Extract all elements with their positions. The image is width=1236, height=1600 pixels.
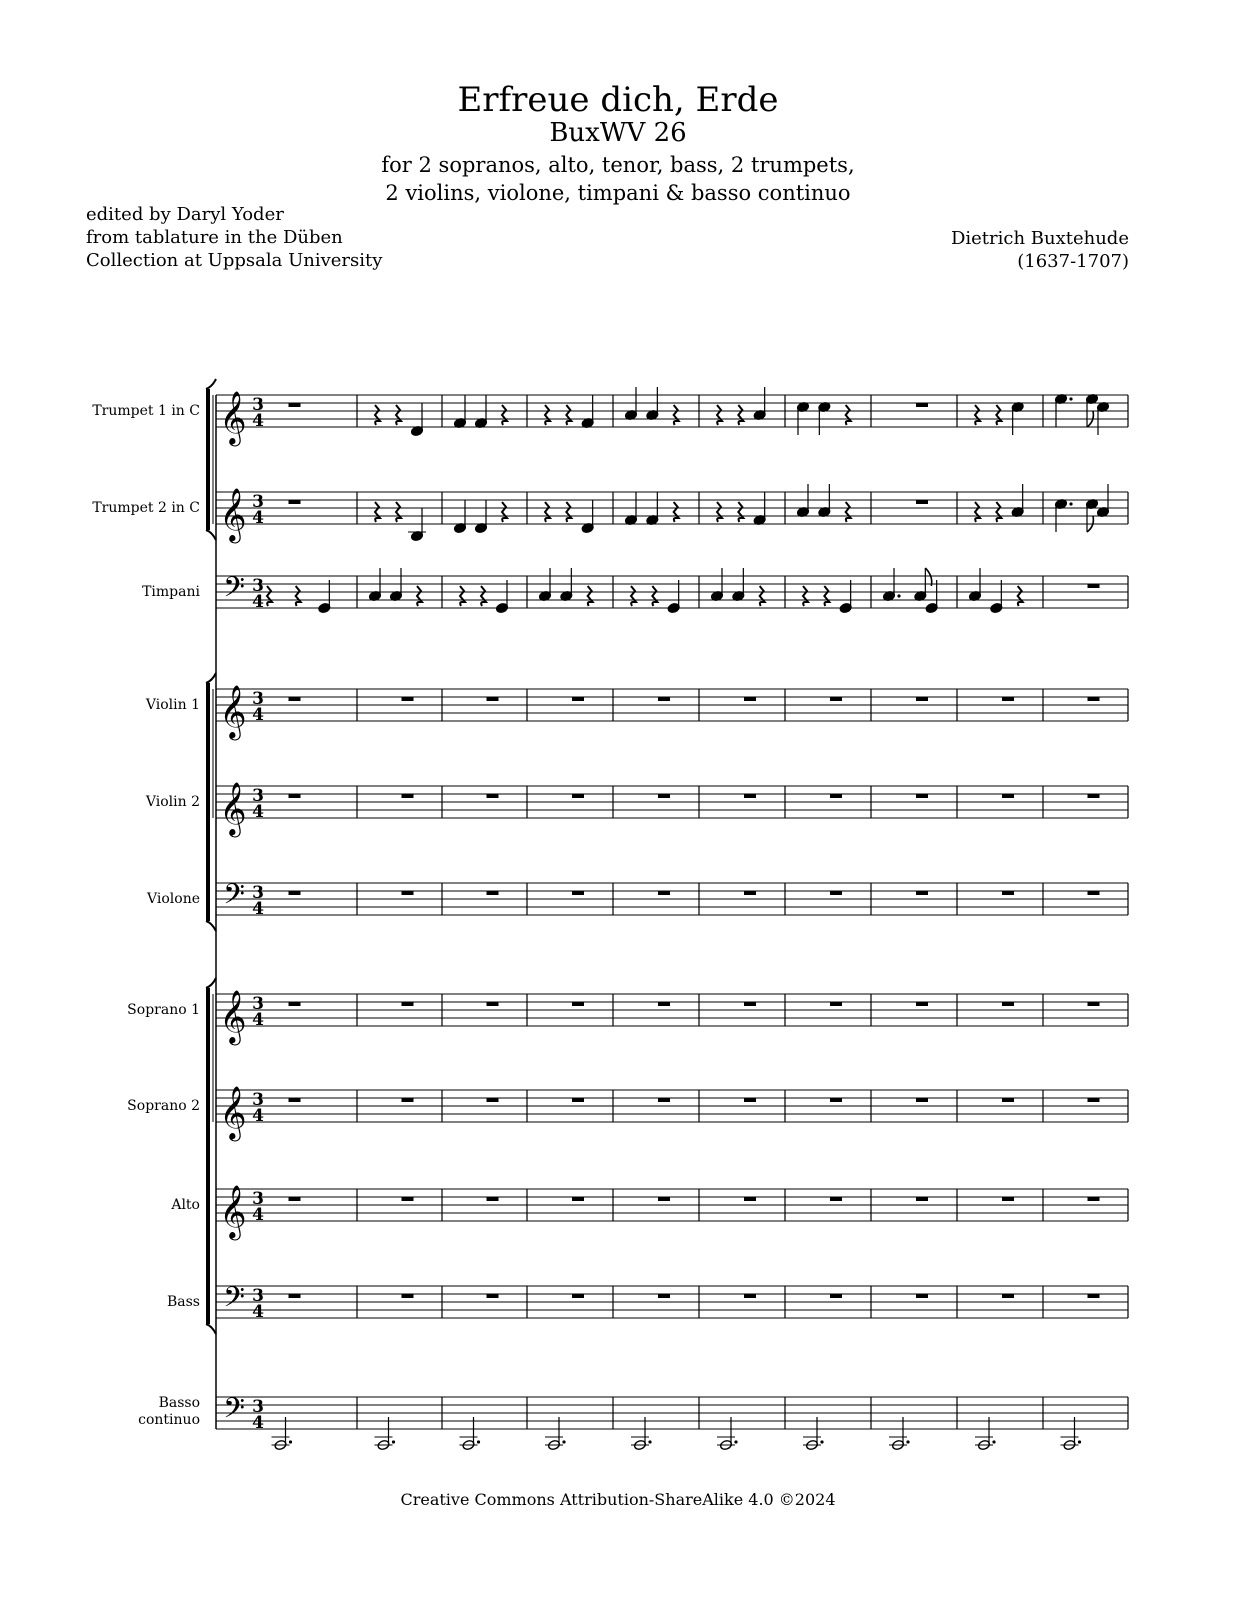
whole-rest	[658, 891, 670, 895]
quarter-rest	[502, 405, 507, 425]
bass-clef-icon: 𝄢	[223, 878, 245, 918]
license-footer: Creative Commons Attribution-ShareAlike 4.0 ©2024	[400, 1490, 836, 1509]
quarter-rest	[481, 586, 486, 606]
quarter-rest	[717, 405, 722, 425]
quarter-rest	[545, 405, 550, 425]
time-signature-top: 3	[252, 1286, 264, 1306]
quarter-rest	[975, 502, 980, 522]
quarter-rest	[996, 405, 1001, 425]
time-signature-bottom: 4	[252, 705, 264, 725]
note-dot	[1069, 502, 1072, 505]
treble-clef-icon: 𝄞	[219, 1085, 247, 1139]
quarter-rest	[631, 586, 636, 606]
whole-rest	[487, 1197, 499, 1201]
basso-label-line-1: Basso	[158, 1395, 200, 1411]
whole-rest	[830, 1002, 842, 1006]
whole-rest	[487, 697, 499, 701]
quarter-rest	[267, 586, 272, 606]
staff-label-soprano-1: Soprano 1	[127, 1002, 200, 1018]
whole-rest	[1088, 1098, 1100, 1102]
whole-rest	[1002, 697, 1014, 701]
whole-rest	[1002, 1098, 1014, 1102]
quarter-rest	[975, 405, 980, 425]
treble-clef-icon: 𝄞	[219, 989, 247, 1043]
quarter-rest	[760, 586, 765, 606]
time-signature-bottom: 4	[252, 899, 264, 919]
whole-rest	[1088, 697, 1100, 701]
quarter-rest	[460, 586, 465, 606]
note-dot	[648, 1440, 651, 1443]
whole-rest	[289, 1294, 301, 1298]
time-signature-bottom: 4	[252, 1302, 264, 1322]
note-dot	[1078, 1440, 1081, 1443]
time-signature-bottom: 4	[252, 411, 264, 431]
basso-label-line-2: continuo	[138, 1412, 200, 1428]
quarter-rest	[566, 502, 571, 522]
quarter-rest	[545, 502, 550, 522]
whole-rest	[572, 794, 584, 798]
whole-rest	[402, 891, 414, 895]
whole-rest	[658, 1098, 670, 1102]
whole-rest	[289, 891, 301, 895]
whole-rest	[487, 891, 499, 895]
time-signature-top: 3	[252, 689, 264, 709]
whole-rest	[289, 1098, 301, 1102]
time-signature-top: 3	[252, 395, 264, 415]
whole-rest	[289, 500, 301, 504]
time-signature-top: 3	[252, 994, 264, 1014]
time-signature-bottom: 4	[252, 1106, 264, 1126]
quarter-rest	[588, 586, 593, 606]
quarter-rest	[396, 502, 401, 522]
note-dot	[734, 1440, 737, 1443]
whole-rest	[830, 891, 842, 895]
staff-label-alto: Alto	[171, 1197, 200, 1213]
whole-rest	[916, 1294, 928, 1298]
composer-dates: (1637-1707)	[1017, 251, 1129, 272]
treble-clef-icon: 𝄞	[219, 1184, 247, 1238]
whole-rest	[1002, 1002, 1014, 1006]
staff-label-timpani: Timpani	[142, 584, 200, 600]
whole-rest	[916, 1098, 928, 1102]
whole-rest	[289, 794, 301, 798]
whole-rest	[1088, 891, 1100, 895]
whole-rest	[402, 697, 414, 701]
whole-rest	[1002, 1197, 1014, 1201]
whole-rest	[658, 697, 670, 701]
note-dot	[992, 1440, 995, 1443]
quarter-rest	[502, 502, 507, 522]
quarter-rest	[375, 502, 380, 522]
quarter-rest	[566, 405, 571, 425]
note-dot	[562, 1440, 565, 1443]
bass-clef-icon: 𝄢	[223, 1281, 245, 1321]
whole-rest	[572, 1197, 584, 1201]
note-dot	[906, 1440, 909, 1443]
time-signature-bottom: 4	[252, 1413, 264, 1433]
quarter-rest	[375, 405, 380, 425]
bass-clef-icon: 𝄢	[223, 1392, 245, 1432]
instrumentation-line-2: 2 violins, violone, timpani & basso continuo	[385, 181, 851, 205]
quarter-rest	[996, 502, 1001, 522]
whole-rest	[487, 1098, 499, 1102]
time-signature-top: 3	[252, 1090, 264, 1110]
whole-rest	[487, 1002, 499, 1006]
staff-label-bass: Bass	[166, 1294, 200, 1310]
quarter-rest	[717, 502, 722, 522]
quarter-rest	[824, 586, 829, 606]
whole-rest	[1088, 794, 1100, 798]
whole-rest	[744, 697, 756, 701]
note-flag	[925, 568, 931, 586]
time-signature-bottom: 4	[252, 508, 264, 528]
whole-rest	[1088, 584, 1100, 588]
whole-rest	[289, 1197, 301, 1201]
bracket-trumpets-bottom	[206, 530, 216, 540]
whole-rest	[1088, 1002, 1100, 1006]
time-signature-top: 3	[252, 883, 264, 903]
whole-rest	[916, 1002, 928, 1006]
editor-line-1: edited by Daryl Yoder	[86, 204, 284, 225]
treble-clef-icon: 𝄞	[219, 781, 247, 835]
whole-rest	[916, 891, 928, 895]
bass-clef-icon: 𝄢	[223, 571, 245, 611]
quarter-rest	[738, 502, 743, 522]
time-signature-bottom: 4	[252, 1010, 264, 1030]
whole-rest	[487, 794, 499, 798]
whole-rest	[402, 1098, 414, 1102]
quarter-rest	[417, 586, 422, 606]
treble-clef-icon: 𝄞	[219, 390, 247, 444]
whole-rest	[830, 697, 842, 701]
whole-rest	[658, 1002, 670, 1006]
whole-rest	[487, 1294, 499, 1298]
whole-rest	[572, 1098, 584, 1102]
time-signature-top: 3	[252, 1189, 264, 1209]
quarter-rest	[674, 502, 679, 522]
whole-rest	[402, 1294, 414, 1298]
quarter-rest	[652, 586, 657, 606]
whole-rest	[916, 794, 928, 798]
quarter-rest	[674, 405, 679, 425]
whole-rest	[744, 1197, 756, 1201]
instrumentation-line-1: for 2 sopranos, alto, tenor, bass, 2 trumpets,	[381, 153, 855, 177]
time-signature-top: 3	[252, 1397, 264, 1417]
quarter-rest	[846, 405, 851, 425]
whole-rest	[916, 500, 928, 504]
whole-rest	[916, 1197, 928, 1201]
whole-rest	[572, 891, 584, 895]
quarter-rest	[296, 586, 301, 606]
whole-rest	[289, 697, 301, 701]
whole-rest	[744, 794, 756, 798]
whole-rest	[402, 1197, 414, 1201]
whole-rest	[830, 1197, 842, 1201]
bracket-voices-top	[206, 978, 216, 988]
bracket-trumpets-top	[206, 379, 216, 389]
whole-rest	[1088, 1294, 1100, 1298]
piece-title: Erfreue dich, Erde	[457, 80, 779, 120]
quarter-rest	[738, 405, 743, 425]
whole-rest	[744, 1098, 756, 1102]
whole-rest	[402, 794, 414, 798]
time-signature-bottom: 4	[252, 592, 264, 612]
whole-rest	[916, 697, 928, 701]
whole-rest	[1002, 1294, 1014, 1298]
whole-rest	[744, 891, 756, 895]
note-dot	[897, 594, 900, 597]
time-signature-bottom: 4	[252, 802, 264, 822]
whole-rest	[658, 1294, 670, 1298]
staff-label-violin-2: Violin 2	[145, 794, 200, 810]
bracket-voices-bottom	[206, 1324, 216, 1334]
staff-label-violone: Violone	[147, 891, 200, 907]
whole-rest	[289, 403, 301, 407]
time-signature-bottom: 4	[252, 1205, 264, 1225]
whole-rest	[916, 403, 928, 407]
bracket-strings-bottom	[206, 921, 216, 931]
staff-label-soprano-2: Soprano 2	[127, 1098, 200, 1114]
quarter-rest	[396, 405, 401, 425]
whole-rest	[402, 1002, 414, 1006]
composer-name: Dietrich Buxtehude	[950, 228, 1129, 249]
whole-rest	[658, 1197, 670, 1201]
catalog-number: BuxWV 26	[549, 118, 687, 148]
whole-rest	[830, 1294, 842, 1298]
quarter-rest	[1018, 586, 1023, 606]
treble-clef-icon: 𝄞	[219, 487, 247, 541]
time-signature-top: 3	[252, 492, 264, 512]
whole-rest	[830, 1098, 842, 1102]
whole-rest	[658, 794, 670, 798]
staff-label-trumpet-1: Trumpet 1 in C	[92, 403, 200, 419]
editor-line-3: Collection at Uppsala University	[86, 250, 383, 271]
whole-rest	[572, 697, 584, 701]
bracket-strings-top	[206, 673, 216, 683]
note-dot	[477, 1440, 480, 1443]
note-dot	[289, 1440, 292, 1443]
whole-rest	[1002, 891, 1014, 895]
note-dot	[392, 1440, 395, 1443]
whole-rest	[744, 1002, 756, 1006]
staff-label-violin-1: Violin 1	[145, 697, 200, 713]
whole-rest	[1002, 794, 1014, 798]
quarter-rest	[846, 502, 851, 522]
staff-label-trumpet-2: Trumpet 2 in C	[92, 500, 200, 516]
whole-rest	[572, 1294, 584, 1298]
whole-rest	[744, 1294, 756, 1298]
whole-rest	[289, 1002, 301, 1006]
note-dot	[1069, 397, 1072, 400]
whole-rest	[830, 794, 842, 798]
time-signature-top: 3	[252, 786, 264, 806]
editor-line-2: from tablature in the Düben	[86, 227, 343, 248]
time-signature-top: 3	[252, 576, 264, 596]
whole-rest	[1088, 1197, 1100, 1201]
treble-clef-icon: 𝄞	[219, 684, 247, 738]
whole-rest	[572, 1002, 584, 1006]
note-dot	[820, 1440, 823, 1443]
quarter-rest	[803, 586, 808, 606]
